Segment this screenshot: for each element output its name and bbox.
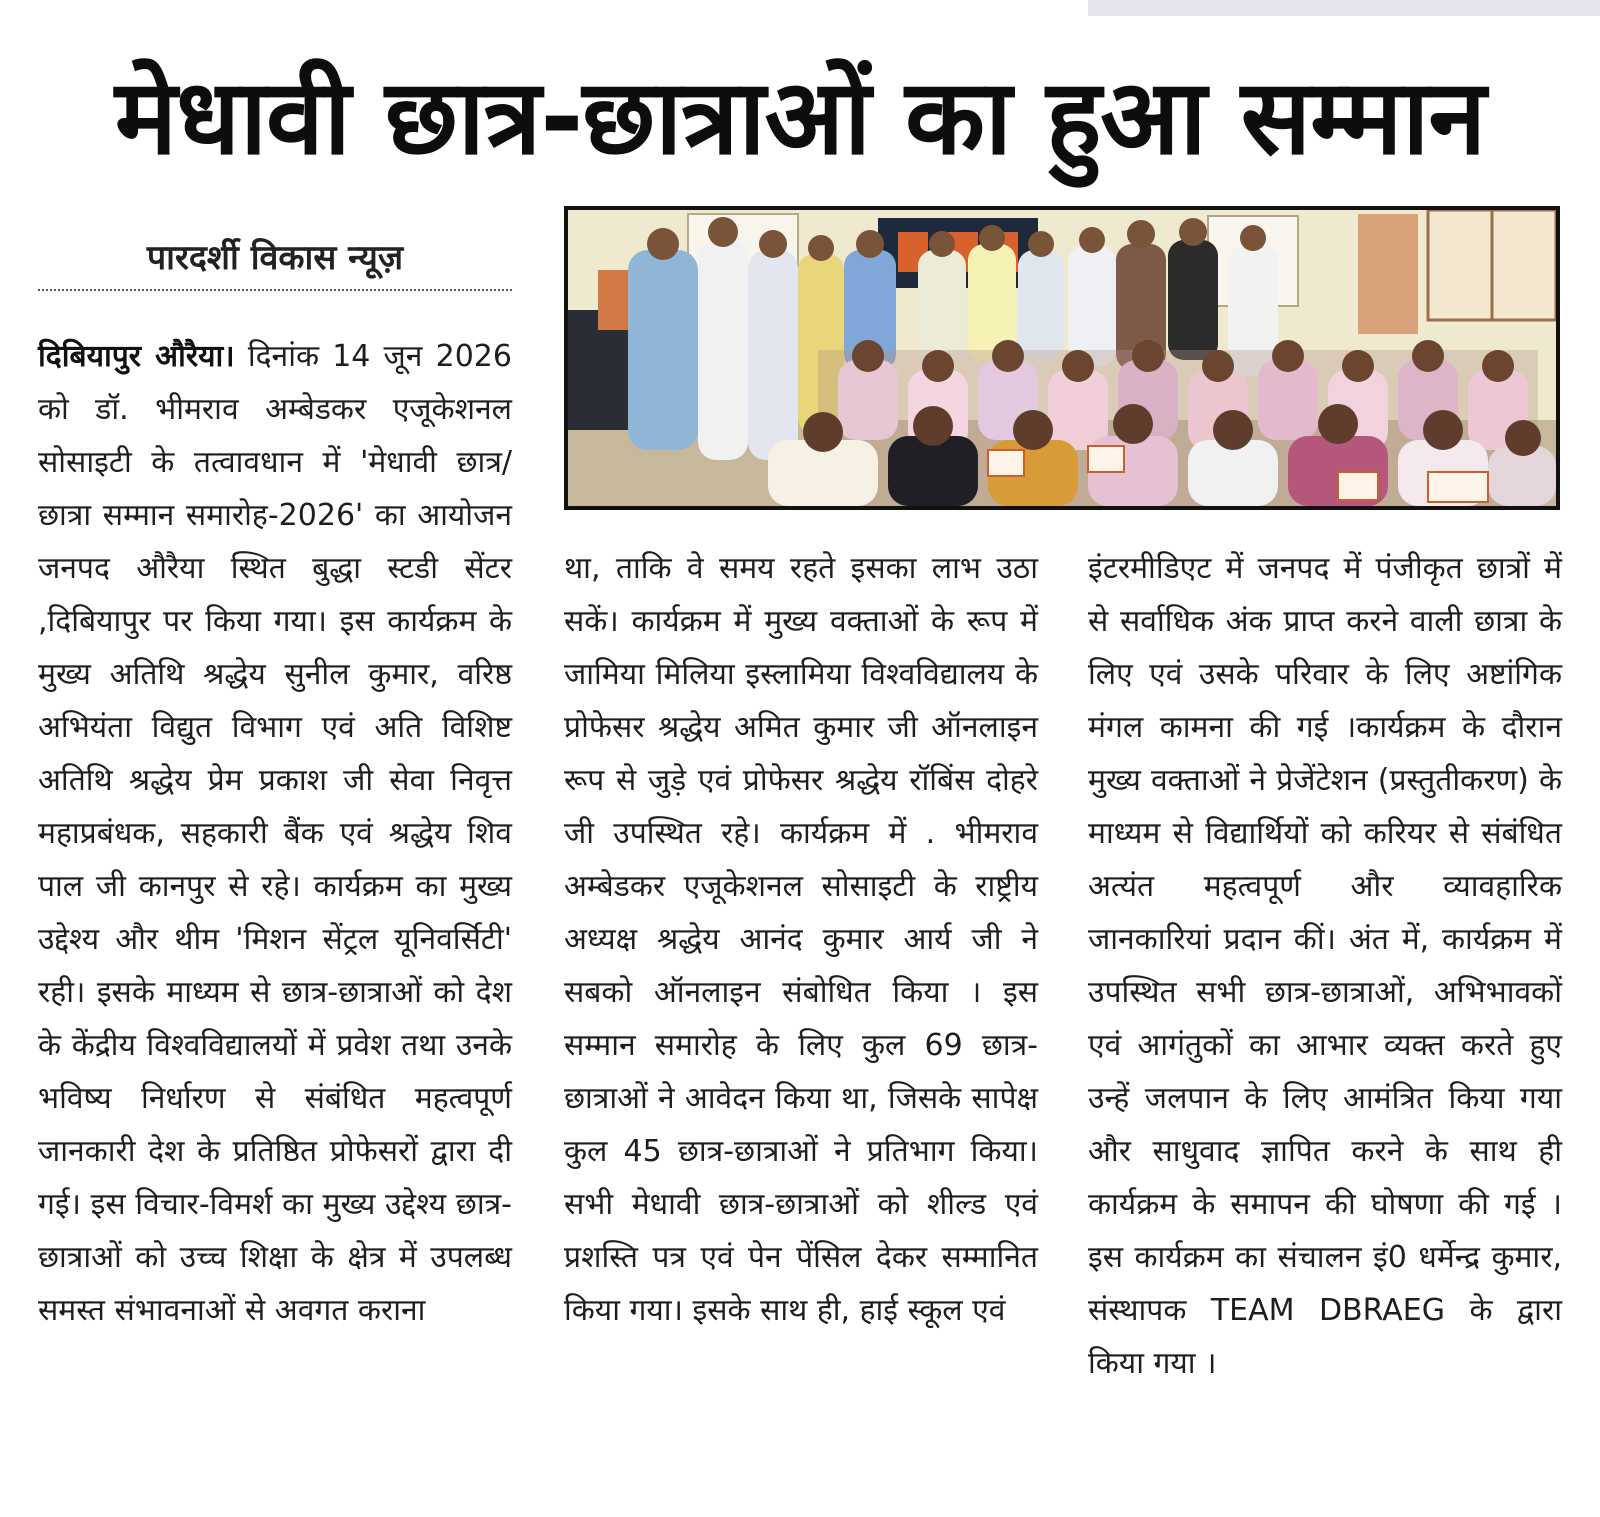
byline-divider: [38, 289, 512, 291]
adjacent-article-edge: [1088, 0, 1600, 16]
dateline: दिबियापुर औरैया।: [38, 339, 235, 374]
group-photo-illustration: [568, 210, 1556, 506]
byline: पारदर्शी विकास न्यूज़: [146, 238, 404, 278]
headline: मेधावी छात्र-छात्राओं का हुआ सम्मान: [114, 56, 1486, 178]
article-column-3: इंटरमीडिएट में जनपद में पंजीकृत छात्रों में से सर्वाधिक अंक प्राप्त करने वाली छात्रा के लिए एवं उसके परिवार के लिए अष्टांगिक मंगल कामना की गई ।कार्यक्रम के दौरान मुख्य वक्ताओं ने प्रेजेंटेशन (प्रस्तुतीकरण) के माध्यम से विद्यार्थियों को करियर से संबंधित अत्यंत महत्वपूर्ण और व्यावहारिक जानकारियां प्रदान कीं। अंत में, कार्यक्रम में उपस्थित सभी छात्र-छात्राओं, अभिभावकों एवं आगंतुकों का आभार व्यक्त करते हुए उन्हें जलपान के लिए आमंत्रित किया गया और साधुवाद ज्ञापित करने के साथ ही कार्यक्रम के समापन की घोषणा की गई । इस कार्यक्रम का संचालन इं0 धर्मेन्द्र कुमार, संस्थापक TEAM DBRAEG के द्वारा किया गया ।: [1088, 551, 1562, 1381]
group-photo: [564, 206, 1560, 510]
article-column-1: [38, 330, 512, 1337]
article-column-2: था, ताकि वे समय रहते इसका लाभ उठा सकें। कार्यक्रम में मुख्य वक्ताओं के रूप में जामिया मिलिया इस्लामिया विश्वविद्यालय के प्रोफेसर श्रद्धेय अमित कुमार जी ऑनलाइन रूप से जुड़े एवं प्रोफेसर श्रद्धेय रॉबिंस दोहरे जी उपस्थित रहे। कार्यक्रम में . भीमराव अम्बेडकर एजूकेशनल सोसाइटी के राष्ट्रीय अध्यक्ष श्रद्धेय आनंद कुमार आर्य जी ने सबको ऑनलाइन संबोधित किया । इस सम्मान समारोह के लिए कुल 69 छात्र-छात्राओं ने आवेदन किया था, जिसके सापेक्ष कुल 45 छात्र-छात्राओं ने प्रतिभाग किया। सभी मेधावी छात्र-छात्राओं को शील्ड एवं प्रशस्ति पत्र एवं पेन पेंसिल देकर सम्मानित किया गया। इसके साथ ही, हाई स्कूल एवं: [564, 551, 1038, 1328]
article-column-1-text: दिनांक 14 जून 2026 को डॉ. भीमराव अम्बेडकर एजूकेशनल सोसाइटी के तत्वावधान में 'मेधावी छात्र/छात्रा सम्मान समारोह-2026' का आयोजन जनपद औरैया स्थित बुद्धा स्टडी सेंटर ,दिबियापुर पर किया गया। इस कार्यक्रम के मुख्य अतिथि श्रद्धेय सुनील कुमार, वरिष्ठ अभियंता विद्युत विभाग एवं अति विशिष्ट अतिथि श्रद्धेय प्रेम प्रकाश जी सेवा निवृत्त महाप्रबंधक, सहकारी बैंक एवं श्रद्धेय शिव पाल जी कानपुर से रहे। कार्यक्रम का मुख्य उद्देश्य और थीम 'मिशन सेंट्रल यूनिवर्सिटी' रही। इसके माध्यम से छात्र-छात्राओं को देश के केंद्रीय विश्वविद्यालयों में प्रवेश तथा उनके भविष्य निर्धारण से संबंधित महत्वपूर्ण जानकारी देश के प्रतिष्ठित प्रोफेसरों द्वारा दी गई। इस विचार-विमर्श का मुख्य उद्देश्य छात्र-छात्राओं को उच्च शिक्षा के क्षेत्र में उपलब्ध समस्त संभावनाओं से अवगत कराना: [38, 339, 512, 1328]
top-strip: [0, 0, 1600, 18]
